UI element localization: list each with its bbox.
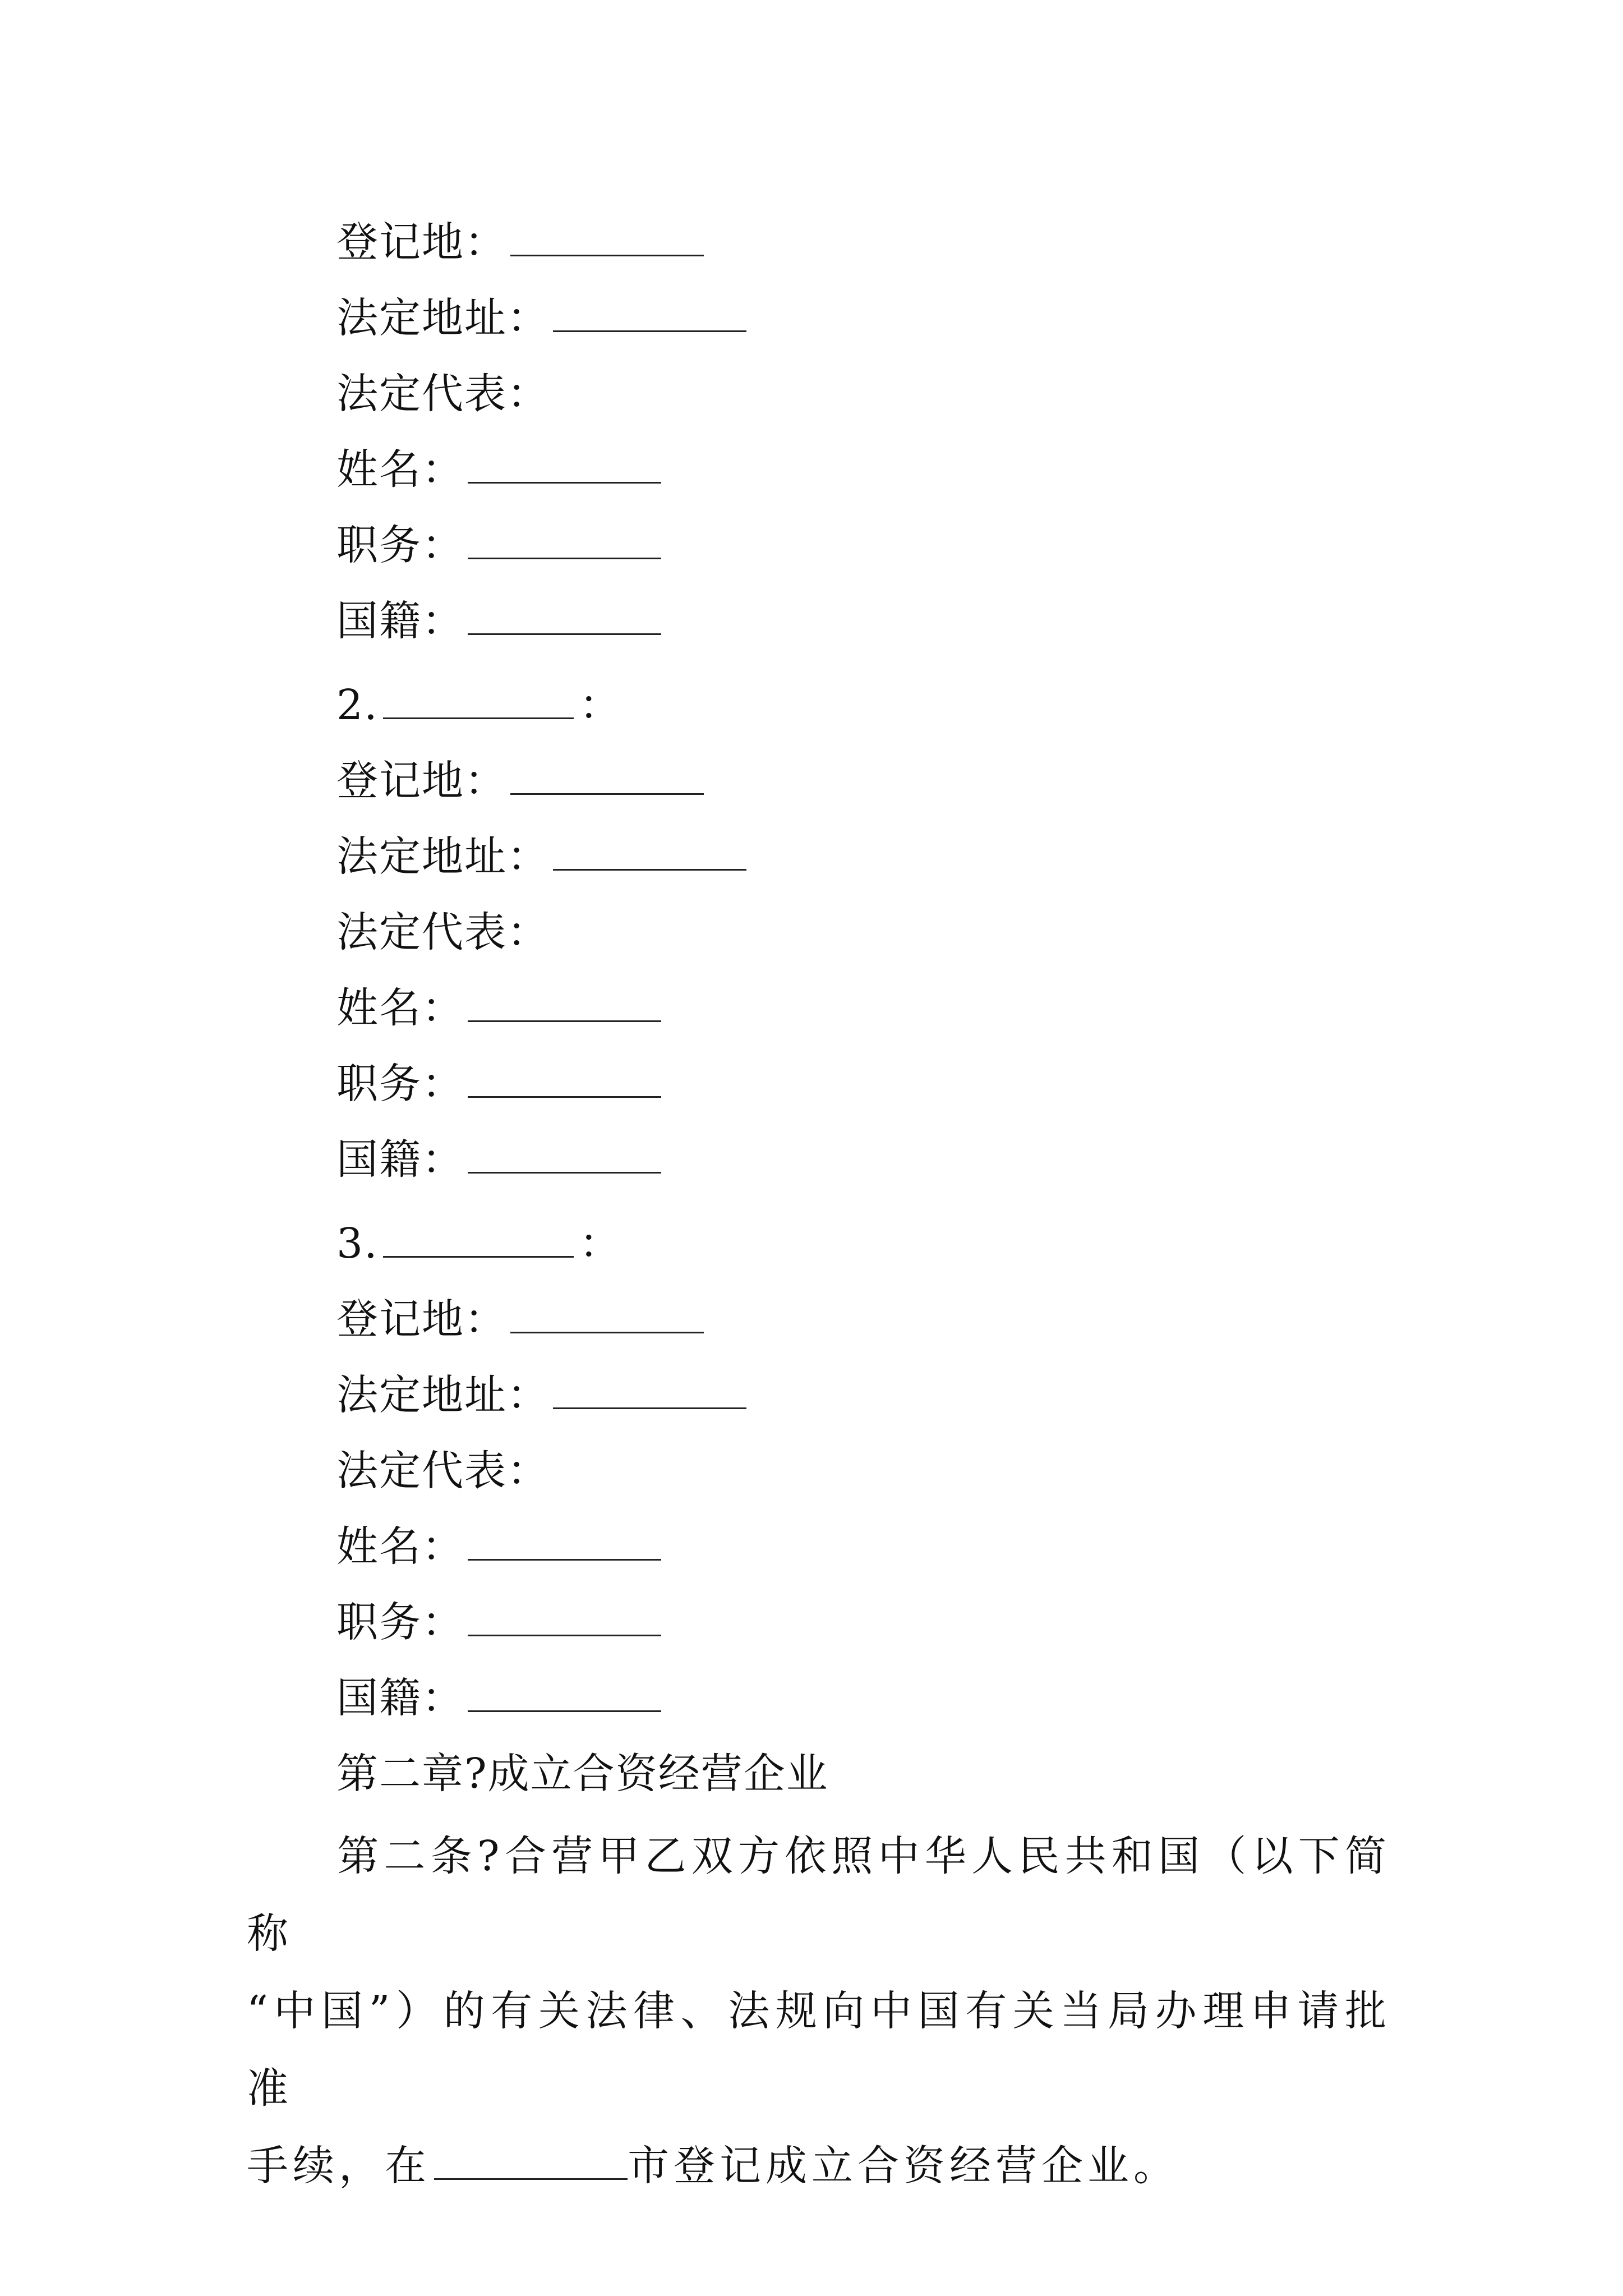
legal-representative-row [336,1443,550,1499]
chapter-heading: 第二章?成立合资经营企业 [336,1750,829,1798]
field-label: 姓名： [336,1522,464,1571]
field-label: 登记地： [336,757,507,805]
field-label: 职务： [336,1060,464,1108]
blank-line [468,1133,661,1174]
article-paragraph [247,1818,1391,2205]
blank-line [510,754,704,795]
blank-line [468,443,661,484]
name-row [336,1519,661,1575]
legal-representative-row [336,904,550,960]
article-line [247,1818,1391,1972]
field-label: 国籍： [336,1674,464,1722]
field-label: 登记地： [336,218,507,266]
nationality-row [336,1131,661,1188]
field-label: 职务： [336,1598,464,1646]
blank-line [468,1057,661,1098]
name-row [336,441,661,498]
party-number: 3. [336,1220,379,1268]
blank-line [553,1368,746,1409]
article-text: 手续，在 [247,2142,431,2190]
party-heading [336,677,622,733]
party-number: 2. [336,681,379,729]
field-label: 职务： [336,521,464,569]
legal-address-row [336,1367,746,1423]
legal-representative-row [336,366,550,422]
blank-line [468,518,661,559]
article-line [247,2127,1391,2205]
party-colon: ： [579,1220,622,1268]
blank-line [468,1671,661,1712]
field-label: 法定代表： [336,1447,550,1495]
field-label: 法定地址： [336,1371,550,1419]
blank-line [468,1520,661,1561]
field-label: 登记地： [336,1295,507,1343]
legal-address-row [336,829,746,885]
blank-line [510,1292,704,1333]
blank-line [510,215,704,256]
position-row [336,517,661,573]
registration-place-row [336,1291,704,1347]
article-text: 市登记成立合资经营企业。 [628,2142,1179,2190]
nationality-row [336,1670,661,1726]
blank-line [383,1217,574,1258]
field-label: 姓名： [336,445,464,494]
field-label: 法定代表： [336,908,550,956]
blank-line [553,830,746,871]
registration-place-row [336,214,704,270]
blank-line [383,678,574,719]
blank-line [468,1595,661,1636]
blank-line [553,291,746,332]
nationality-row [336,593,661,649]
field-label: 法定地址： [336,832,550,881]
registration-place-row [336,753,704,809]
field-label: 姓名： [336,984,464,1032]
article-text: 第二条?合营甲乙双方依照中华人民共和国（以下简称 [247,1832,1391,1958]
article-line: “中国”）的有关法律、法规向中国有关当局办理申请批准 [247,1987,1391,2113]
party-colon: ： [579,681,622,729]
field-label: 国籍： [336,1135,464,1184]
field-label: 法定代表： [336,370,550,418]
blank-line [434,2139,628,2180]
party-heading [336,1216,622,1272]
position-row [336,1056,661,1112]
blank-line [468,981,661,1022]
legal-address-row [336,290,746,346]
position-row [336,1594,661,1650]
field-label: 国籍： [336,597,464,645]
name-row [336,980,661,1036]
blank-line [468,594,661,635]
field-label: 法定地址： [336,294,550,342]
